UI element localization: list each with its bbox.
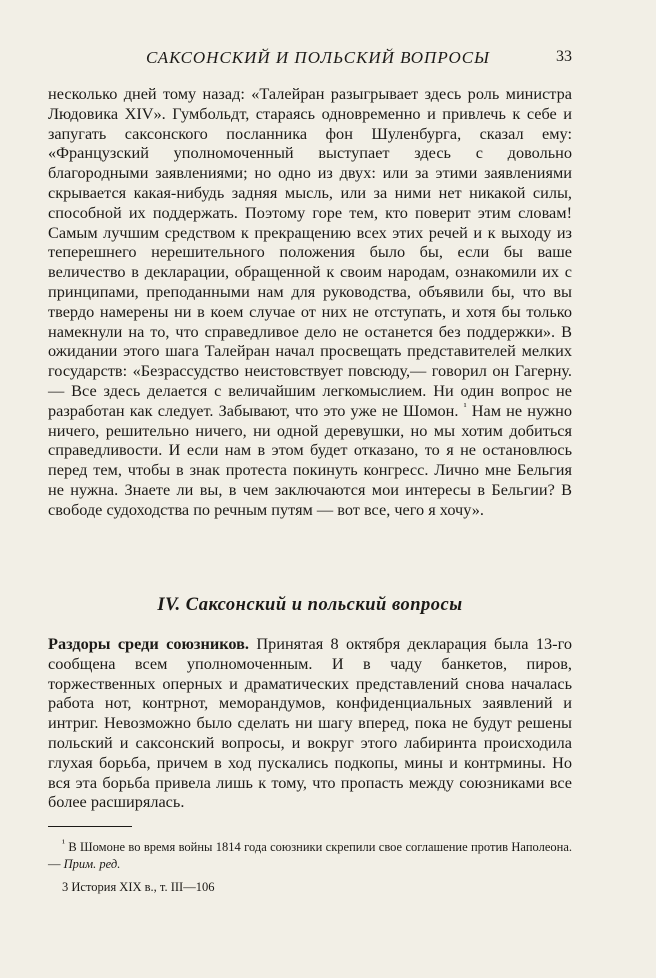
printer-signature: 3 История XIX в., т. III—106 — [62, 880, 215, 894]
paragraph-text-part2: Нам не нужно ничего, решительно ничего, ни одной деревушки, но мы хотим добиться справедливости. И если нам в этом будет отказано, то я не остановлюсь перед тем, чтобы в знак протеста покинуть конгресс. Лично мне Бельгия не нужна. Знаете ли вы, в чем заключаются мои интересы в Бельгии? В свободе судоходства по речным путям — вот все, чего я хочу». — [48, 400, 573, 519]
footnote-marker: ¹ — [62, 837, 65, 849]
page-number: 33 — [556, 48, 572, 65]
paragraph-text: Принятая 8 октября декларация была 13-го сообщена всем уполномоченным. И в чаду банкетов, пиров, торжественных оперных и драматических представлений снова началась работа нот, контрнот, меморандумов, конфиденциальных заявлений и интриг. Невозможно было сделать ни шагу вперед, пока не будут решены польский и саксонский вопросы, и вокруг этого лабиринта происходила глухая борьба, причем в ход пускались подкопы, мины и контрмины. Но вся эта борьба привела лишь к тому, что пропасть между союзниками все более расширялась. — [48, 634, 572, 812]
page-header — [48, 48, 572, 78]
section-paragraph — [48, 634, 572, 812]
footnote — [48, 839, 572, 873]
body-text — [48, 84, 572, 520]
footnote-text: В Шомоне во время войны 1814 года союзники скрепили свое соглашение против Наполеона. — — [48, 840, 572, 871]
paragraph-lead: Раздоры среди союзников. — [48, 634, 249, 653]
section-title: IV. Саксонский и польский вопросы — [157, 595, 463, 615]
running-title: САКСОНСКИЙ И ПОЛЬСКИЙ ВОПРОСЫ — [146, 48, 490, 67]
footnote-divider — [48, 826, 132, 827]
paragraph-continuation — [48, 84, 572, 520]
paragraph-text-part1: несколько дней тому назад: «Талейран разыгрывает здесь роль министра Людовика XIV». Гумбольдт, стараясь одновременно и привлечь к себе и запугать саксонского посланника фон Шуленбурга, сказал ему: «Французский уполномоченный выступает здесь с довольно благородными заявлениями; но одно из двух: или за этими заявлениями скрывается какая-нибудь задняя мысль, или за ними нет никакой силы, способной их поддержать. Поэтому горе тем, кто поверит этим словам! Самым лучшим средством к прекращению всех этих речей и к выходу из теперешнего нерешительного положения было бы, если бы ваше величество в декларации, обращенной к своим народам, ознакомили их с принципами, преподанными нам для руководства, объявили бы, что вы твердо намерены ни в коем случае от них не отступать, и хотя бы только намекнули на то, что справедливое дело не останется без поддержки». В ожидании этого шага Талейран начал просвещать представителей мелких государств: «Безрассудство неистовствует повсюду,— говорил он Гагерну.— Все здесь делается с величайшим легкомыслием. Ни один вопрос не разработан как следует. Забывают, что это уже не Шомон. — [48, 84, 572, 420]
editor-note: Прим. ред. — [63, 857, 121, 871]
footnote-reference: ¹ — [463, 401, 467, 413]
